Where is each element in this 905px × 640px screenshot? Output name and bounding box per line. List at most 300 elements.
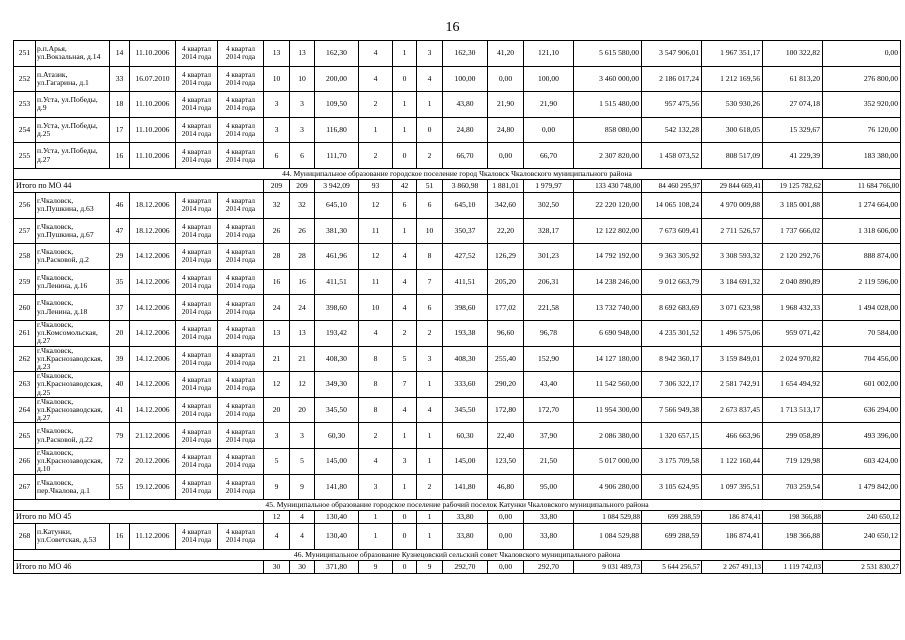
table-cell: 4 квартал 2014 года xyxy=(218,448,264,474)
total-cell: 30 xyxy=(264,560,290,573)
table-cell: 350,37 xyxy=(443,218,488,244)
table-cell: 13 xyxy=(264,41,290,67)
row-number: 266 xyxy=(14,448,36,474)
table-cell: 18.12.2006 xyxy=(130,218,176,244)
table-cell: 41 xyxy=(110,397,130,423)
table-cell: 152,90 xyxy=(524,346,574,372)
table-cell: 20 xyxy=(290,397,315,423)
total-cell: 2 267 491,13 xyxy=(702,560,763,573)
address-cell: г.Чкаловск, ул.Краснозаводская, д.27 xyxy=(36,397,110,423)
table-cell: 1 967 351,17 xyxy=(702,41,763,67)
row-number: 251 xyxy=(14,41,36,67)
table-cell: 11.10.2006 xyxy=(130,41,176,67)
table-cell: 6 xyxy=(417,295,443,321)
table-cell: 1 xyxy=(393,218,417,244)
table-cell: 301,23 xyxy=(524,244,574,270)
table-cell: 3 xyxy=(417,41,443,67)
table-cell: 1 274 664,00 xyxy=(823,192,901,218)
table-cell: 121,10 xyxy=(524,41,574,67)
row-number: 264 xyxy=(14,397,36,423)
table-row xyxy=(14,448,901,474)
table-cell: 4 235 301,52 xyxy=(642,320,702,346)
address-cell: г.Чкаловск, ул.Краснозаводская, д.23 xyxy=(36,346,110,372)
table-cell: 95,00 xyxy=(524,474,574,500)
table-cell: 4 квартал 2014 года xyxy=(218,295,264,321)
table-cell: 4 квартал 2014 года xyxy=(176,295,218,321)
table-cell: 27 074,18 xyxy=(763,92,823,118)
table-cell: 1 xyxy=(417,92,443,118)
table-cell: 7 xyxy=(417,269,443,295)
address-cell: п.Уста, ул.Победы, д.25 xyxy=(36,117,110,143)
table-cell: 5 xyxy=(264,448,290,474)
table-cell: 4 906 280,00 xyxy=(574,474,642,500)
table-cell: 10 xyxy=(417,218,443,244)
table-cell: 959 071,42 xyxy=(763,320,823,346)
table-cell: 2 119 596,00 xyxy=(823,269,901,295)
table-cell: 345,50 xyxy=(315,397,359,423)
table-cell: 11 542 560,00 xyxy=(574,372,642,398)
table-cell: 79 xyxy=(110,423,130,449)
table-cell: 0,00 xyxy=(488,66,524,92)
table-cell: 5 615 580,00 xyxy=(574,41,642,67)
table-cell: 14.12.2006 xyxy=(130,397,176,423)
table-cell: 4 xyxy=(290,524,315,550)
table-cell: 2 086 380,00 xyxy=(574,423,642,449)
table-cell: 398,60 xyxy=(315,295,359,321)
table-cell: 172,80 xyxy=(488,397,524,423)
row-number: 256 xyxy=(14,192,36,218)
section-title: 46. Муниципальное образование Кузнецовский сельский совет Чкаловского муниципального района xyxy=(14,549,901,560)
table-row xyxy=(14,346,901,372)
table-cell: 4 квартал 2014 года xyxy=(218,192,264,218)
table-cell: 719 129,98 xyxy=(763,448,823,474)
table-cell: 4 квартал 2014 года xyxy=(218,320,264,346)
table-cell: 2 307 820,00 xyxy=(574,143,642,169)
table-row xyxy=(14,218,901,244)
total-cell: 5 644 256,57 xyxy=(642,560,702,573)
total-label: Итого по МО 45 xyxy=(14,511,264,524)
table-cell: 26 xyxy=(290,218,315,244)
table-cell: 601 002,00 xyxy=(823,372,901,398)
table-cell: 4 квартал 2014 года xyxy=(218,117,264,143)
table-cell: 1 122 160,44 xyxy=(702,448,763,474)
total-cell: 240 650,12 xyxy=(823,511,901,524)
table-cell: 290,20 xyxy=(488,372,524,398)
table-cell: 4 квартал 2014 года xyxy=(218,397,264,423)
total-row xyxy=(14,511,901,524)
table-cell: 76 120,00 xyxy=(823,117,901,143)
total-cell: 33,80 xyxy=(524,511,574,524)
address-cell: г.Чкаловск, ул.Краснозаводская, д.10 xyxy=(36,448,110,474)
row-number: 257 xyxy=(14,218,36,244)
table-cell: 1 xyxy=(393,423,417,449)
table-cell: 8 692 683,69 xyxy=(642,295,702,321)
table-cell: 11 xyxy=(359,218,393,244)
table-cell: 123,50 xyxy=(488,448,524,474)
table-cell: 60,30 xyxy=(443,423,488,449)
row-number: 252 xyxy=(14,66,36,92)
section-title: 44. Муниципальное образование городское поселение город Чкаловск Чкаловского муниципального района xyxy=(14,168,901,179)
address-cell: г.Чкаловск, ул.Комсомольская, д.27 xyxy=(36,320,110,346)
table-cell: 141,80 xyxy=(315,474,359,500)
section-header-row xyxy=(14,500,901,511)
table-cell: 9 363 305,92 xyxy=(642,244,702,270)
table-cell: 2 186 017,24 xyxy=(642,66,702,92)
address-cell: г.Чкаловск, ул.Пушкина, д.67 xyxy=(36,218,110,244)
row-number: 267 xyxy=(14,474,36,500)
table-cell: 1 xyxy=(393,117,417,143)
table-cell: 32 xyxy=(290,192,315,218)
table-cell: 41,20 xyxy=(488,41,524,67)
table-cell: 4 квартал 2014 года xyxy=(218,474,264,500)
table-cell: 0 xyxy=(417,117,443,143)
total-cell: 0 xyxy=(393,511,417,524)
table-cell: 1 097 395,51 xyxy=(702,474,763,500)
table-cell: 33,80 xyxy=(443,524,488,550)
table-cell: 8 942 360,17 xyxy=(642,346,702,372)
table-cell: 1 458 073,52 xyxy=(642,143,702,169)
table-cell: 0 xyxy=(393,524,417,550)
table-cell: 177,02 xyxy=(488,295,524,321)
total-cell: 133 430 748,00 xyxy=(574,179,642,192)
table-cell: 300 618,05 xyxy=(702,117,763,143)
table-cell: 6 690 948,00 xyxy=(574,320,642,346)
table-cell: 2 xyxy=(359,92,393,118)
table-cell: 1 xyxy=(417,423,443,449)
table-cell: 40 xyxy=(110,372,130,398)
table-cell: 186 874,41 xyxy=(702,524,763,550)
total-cell: 1 979,97 xyxy=(524,179,574,192)
table-cell: 13 xyxy=(290,320,315,346)
address-cell: г.Чкаловск, ул.Пушкина, д.63 xyxy=(36,192,110,218)
table-cell: 3 xyxy=(393,448,417,474)
table-cell: 4 квартал 2014 года xyxy=(176,397,218,423)
table-cell: 255,40 xyxy=(488,346,524,372)
table-cell: 1 212 169,56 xyxy=(702,66,763,92)
table-cell: 4 квартал 2014 года xyxy=(176,143,218,169)
table-row xyxy=(14,269,901,295)
table-cell: 4 xyxy=(359,320,393,346)
table-cell: 16 xyxy=(110,143,130,169)
table-cell: 33 xyxy=(110,66,130,92)
table-cell: 408,30 xyxy=(443,346,488,372)
table-cell: 4 xyxy=(359,41,393,67)
table-cell: 4 xyxy=(417,397,443,423)
table-cell: 4 квартал 2014 года xyxy=(176,117,218,143)
table-cell: 221,58 xyxy=(524,295,574,321)
total-cell: 11 684 766,00 xyxy=(823,179,901,192)
total-cell: 1 xyxy=(417,511,443,524)
table-cell: 4 квартал 2014 года xyxy=(176,423,218,449)
row-number: 262 xyxy=(14,346,36,372)
table-cell: 704 456,00 xyxy=(823,346,901,372)
table-cell: 14 065 108,24 xyxy=(642,192,702,218)
table-cell: 3 xyxy=(290,117,315,143)
table-cell: 345,50 xyxy=(443,397,488,423)
table-cell: 8 xyxy=(359,346,393,372)
table-cell: 111,70 xyxy=(315,143,359,169)
total-row xyxy=(14,179,901,192)
table-cell: 699 288,59 xyxy=(642,524,702,550)
table-cell: 4 квартал 2014 года xyxy=(218,269,264,295)
table-cell: 20 xyxy=(264,397,290,423)
table-cell: 3 308 593,32 xyxy=(702,244,763,270)
total-cell: 1 119 742,03 xyxy=(763,560,823,573)
row-number: 261 xyxy=(14,320,36,346)
total-cell: 198 366,88 xyxy=(763,511,823,524)
total-cell: 0,00 xyxy=(488,511,524,524)
table-cell: 2 040 890,89 xyxy=(763,269,823,295)
table-cell: 33,80 xyxy=(524,524,574,550)
table-cell: 4 xyxy=(393,295,417,321)
table-cell: 645,10 xyxy=(443,192,488,218)
table-cell: 6 xyxy=(264,143,290,169)
table-row xyxy=(14,397,901,423)
total-label: Итого по МО 46 xyxy=(14,560,264,573)
table-cell: 8 xyxy=(417,244,443,270)
table-cell: 183 380,00 xyxy=(823,143,901,169)
table-cell: 109,50 xyxy=(315,92,359,118)
table-cell: 66,70 xyxy=(524,143,574,169)
total-cell: 42 xyxy=(393,179,417,192)
table-cell: 4 квартал 2014 года xyxy=(176,320,218,346)
table-cell: 10 xyxy=(264,66,290,92)
table-cell: 1 xyxy=(417,372,443,398)
table-cell: 12 122 802,00 xyxy=(574,218,642,244)
table-cell: 18 xyxy=(110,92,130,118)
table-cell: 11.10.2006 xyxy=(130,92,176,118)
table-cell: 0 xyxy=(393,143,417,169)
table-row xyxy=(14,295,901,321)
table-cell: 957 475,56 xyxy=(642,92,702,118)
table-cell: 14.12.2006 xyxy=(130,244,176,270)
table-cell: 14 792 192,00 xyxy=(574,244,642,270)
table-cell: 645,10 xyxy=(315,192,359,218)
address-cell: п.Катунки, ул.Советская, д.53 xyxy=(36,524,110,550)
table-cell: 0,00 xyxy=(488,143,524,169)
table-cell: 60,30 xyxy=(315,423,359,449)
table-cell: 14.12.2006 xyxy=(130,372,176,398)
total-cell: 209 xyxy=(264,179,290,192)
table-cell: 4 970 009,88 xyxy=(702,192,763,218)
table-cell: 2 xyxy=(359,143,393,169)
table-row xyxy=(14,372,901,398)
table-cell: 14 xyxy=(110,41,130,67)
total-cell: 371,80 xyxy=(315,560,359,573)
table-cell: 4 квартал 2014 года xyxy=(218,244,264,270)
table-row xyxy=(14,66,901,92)
table-cell: 1 494 028,00 xyxy=(823,295,901,321)
table-cell: 3 xyxy=(290,92,315,118)
table-cell: 240 650,12 xyxy=(823,524,901,550)
table-cell: 858 080,00 xyxy=(574,117,642,143)
table-cell: 1 713 513,17 xyxy=(763,397,823,423)
table-cell: 2 711 526,57 xyxy=(702,218,763,244)
table-cell: 4 квартал 2014 года xyxy=(176,474,218,500)
table-cell: 0,00 xyxy=(823,41,901,67)
total-cell: 9 xyxy=(417,560,443,573)
table-row xyxy=(14,423,901,449)
table-cell: 21,90 xyxy=(488,92,524,118)
table-cell: 96,78 xyxy=(524,320,574,346)
table-cell: 14.12.2006 xyxy=(130,295,176,321)
table-cell: 4 квартал 2014 года xyxy=(218,66,264,92)
table-cell: 342,60 xyxy=(488,192,524,218)
total-cell: 29 844 669,41 xyxy=(702,179,763,192)
total-cell: 130,40 xyxy=(315,511,359,524)
table-cell: 14 238 246,00 xyxy=(574,269,642,295)
total-cell: 186 874,41 xyxy=(702,511,763,524)
table-cell: 427,52 xyxy=(443,244,488,270)
table-cell: 5 xyxy=(393,346,417,372)
table-cell: 349,30 xyxy=(315,372,359,398)
row-number: 259 xyxy=(14,269,36,295)
total-cell: 93 xyxy=(359,179,393,192)
table-cell: 193,42 xyxy=(315,320,359,346)
address-cell: г.Чкаловск, ул.Расковой, д.22 xyxy=(36,423,110,449)
table-cell: 2 673 837,45 xyxy=(702,397,763,423)
total-row xyxy=(14,560,901,573)
address-cell: п.Атазик, ул.Гагарина, д.1 xyxy=(36,66,110,92)
table-cell: 2 xyxy=(359,423,393,449)
table-cell: 1 xyxy=(393,41,417,67)
table-cell: 0 xyxy=(393,66,417,92)
table-cell: 4 квартал 2014 года xyxy=(218,372,264,398)
table-cell: 16 xyxy=(290,269,315,295)
table-cell: 1 xyxy=(359,524,393,550)
table-cell: 1 xyxy=(393,474,417,500)
address-cell: г.Чкаловск, ул.Расковой, д.2 xyxy=(36,244,110,270)
table-cell: 381,30 xyxy=(315,218,359,244)
table-cell: 16 xyxy=(264,269,290,295)
table-cell: 1 xyxy=(417,524,443,550)
table-cell: 3 460 000,00 xyxy=(574,66,642,92)
table-cell: 4 квартал 2014 года xyxy=(218,524,264,550)
table-cell: 145,00 xyxy=(315,448,359,474)
table-cell: 4 квартал 2014 года xyxy=(218,346,264,372)
table-cell: 2 xyxy=(417,143,443,169)
table-cell: 3 xyxy=(264,423,290,449)
table-cell: 46 xyxy=(110,192,130,218)
table-cell: 206,31 xyxy=(524,269,574,295)
table-cell: 636 294,00 xyxy=(823,397,901,423)
table-cell: 14.12.2006 xyxy=(130,346,176,372)
table-cell: 461,96 xyxy=(315,244,359,270)
row-number: 258 xyxy=(14,244,36,270)
table-cell: 46,80 xyxy=(488,474,524,500)
table-cell: 1 737 666,02 xyxy=(763,218,823,244)
table-cell: 2 xyxy=(417,474,443,500)
table-cell: 172,70 xyxy=(524,397,574,423)
table-cell: 17 xyxy=(110,117,130,143)
table-cell: 39 xyxy=(110,346,130,372)
table-cell: 6 xyxy=(290,143,315,169)
table-cell: 20.12.2006 xyxy=(130,448,176,474)
total-cell: 12 xyxy=(264,511,290,524)
table-cell: 8 xyxy=(359,397,393,423)
total-label: Итого по МО 44 xyxy=(14,179,264,192)
total-cell: 3 860,98 xyxy=(443,179,488,192)
page-number: 16 xyxy=(445,20,460,35)
table-cell: 3 071 623,98 xyxy=(702,295,763,321)
table-cell: 28 xyxy=(290,244,315,270)
table-cell: 4 квартал 2014 года xyxy=(218,423,264,449)
table-cell: 22,40 xyxy=(488,423,524,449)
table-cell: 55 xyxy=(110,474,130,500)
table-cell: 333,60 xyxy=(443,372,488,398)
table-cell: 35 xyxy=(110,269,130,295)
table-cell: 7 xyxy=(393,372,417,398)
address-cell: р.п.Арья, ул.Вокзальная, д.14 xyxy=(36,41,110,67)
table-cell: 1 084 529,88 xyxy=(574,524,642,550)
table-body xyxy=(14,41,901,574)
table-cell: 5 017 000,00 xyxy=(574,448,642,474)
table-cell: 16.07.2010 xyxy=(130,66,176,92)
table-cell: 1 xyxy=(393,92,417,118)
total-cell: 209 xyxy=(290,179,315,192)
table-cell: 3 xyxy=(290,423,315,449)
table-row xyxy=(14,474,901,500)
table-cell: 14.12.2006 xyxy=(130,269,176,295)
table-row xyxy=(14,244,901,270)
total-cell: 1 084 529,88 xyxy=(574,511,642,524)
table-row xyxy=(14,117,901,143)
table-cell: 5 xyxy=(290,448,315,474)
table-cell: 4 квартал 2014 года xyxy=(176,192,218,218)
table-row xyxy=(14,320,901,346)
table-cell: 1 xyxy=(359,117,393,143)
table-cell: 12 xyxy=(359,244,393,270)
table-cell: 411,51 xyxy=(443,269,488,295)
table-cell: 603 424,00 xyxy=(823,448,901,474)
table-cell: 11.10.2006 xyxy=(130,143,176,169)
table-cell: 4 квартал 2014 года xyxy=(176,269,218,295)
table-cell: 12 xyxy=(290,372,315,398)
total-cell: 84 460 295,97 xyxy=(642,179,702,192)
table-cell: 21.12.2006 xyxy=(130,423,176,449)
total-cell: 33,80 xyxy=(443,511,488,524)
table-cell: 1 xyxy=(417,448,443,474)
table-cell: 28 xyxy=(264,244,290,270)
table-cell: 10 xyxy=(290,66,315,92)
table-cell: 299 058,89 xyxy=(763,423,823,449)
table-cell: 19.12.2006 xyxy=(130,474,176,500)
table-cell: 72 xyxy=(110,448,130,474)
table-cell: 24,80 xyxy=(488,117,524,143)
table-cell: 9 012 663,79 xyxy=(642,269,702,295)
table-cell: 43,80 xyxy=(443,92,488,118)
table-cell: 4 квартал 2014 года xyxy=(176,41,218,67)
table-cell: 15 329,67 xyxy=(763,117,823,143)
table-cell: 20 xyxy=(110,320,130,346)
total-cell: 0 xyxy=(393,560,417,573)
table-cell: 542 132,28 xyxy=(642,117,702,143)
total-cell: 1 xyxy=(359,511,393,524)
table-cell: 100 322,82 xyxy=(763,41,823,67)
table-row xyxy=(14,192,901,218)
table-cell: 10 xyxy=(359,295,393,321)
table-cell: 302,50 xyxy=(524,192,574,218)
table-cell: 7 566 949,38 xyxy=(642,397,702,423)
table-cell: 3 xyxy=(417,346,443,372)
table-cell: 408,30 xyxy=(315,346,359,372)
table-cell: 1 320 657,15 xyxy=(642,423,702,449)
table-cell: 4 квартал 2014 года xyxy=(176,218,218,244)
table-cell: 24 xyxy=(290,295,315,321)
table-cell: 3 184 691,32 xyxy=(702,269,763,295)
table-cell: 11 954 300,00 xyxy=(574,397,642,423)
table-cell: 100,00 xyxy=(443,66,488,92)
